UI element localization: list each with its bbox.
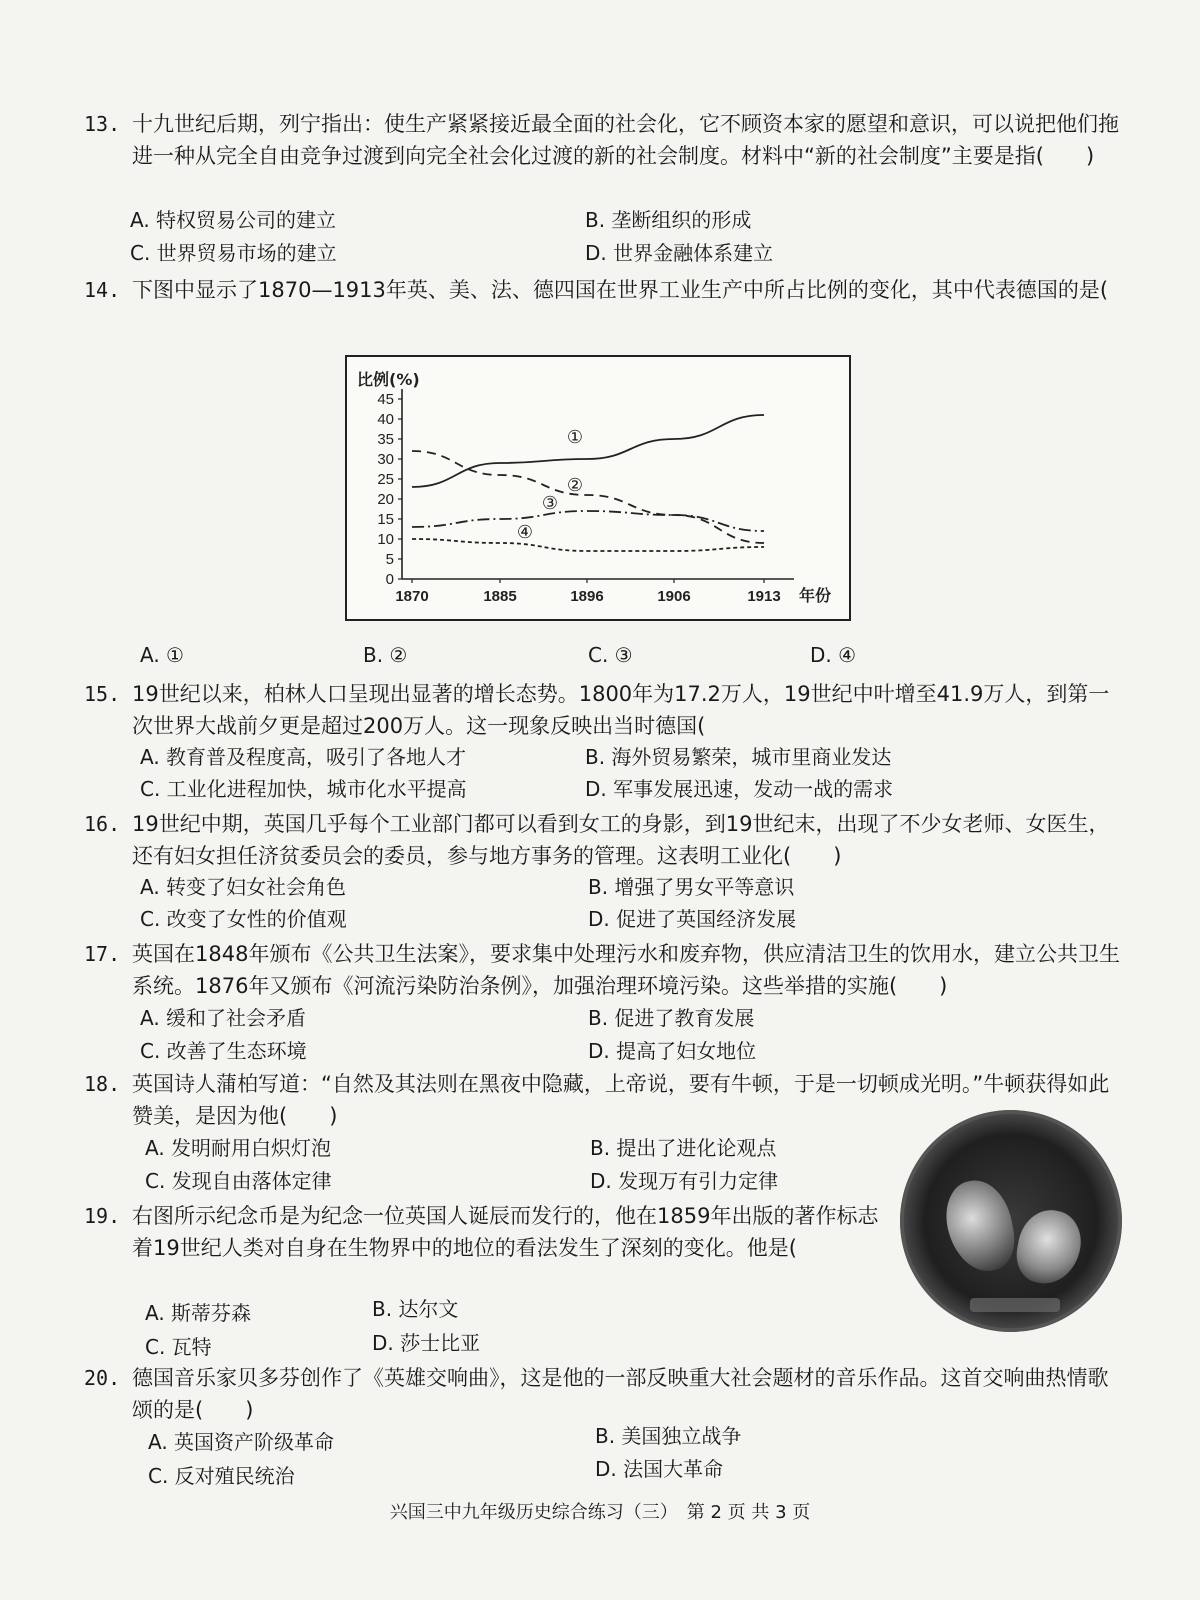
coin-inscription bbox=[970, 1298, 1060, 1312]
option-b[interactable]: B. 促进了教育发展 bbox=[588, 1006, 755, 1030]
option-d[interactable]: D. 世界金融体系建立 bbox=[585, 241, 774, 265]
option-b[interactable]: B. 提出了进化论观点 bbox=[590, 1136, 777, 1160]
option-c[interactable]: C. 发现自由落体定律 bbox=[145, 1169, 332, 1193]
option-c[interactable]: C. 工业化进程加快，城市化水平提高 bbox=[140, 777, 467, 801]
option-b[interactable]: B. 达尔文 bbox=[372, 1297, 459, 1321]
option-c[interactable]: C. 世界贸易市场的建立 bbox=[130, 241, 337, 265]
x-tick-label: 1906 bbox=[657, 588, 691, 605]
option-c[interactable]: C. 改变了女性的价值观 bbox=[140, 907, 347, 931]
question-stem: 英国诗人蒲柏写道：“自然及其法则在黑夜中隐藏，上帝说，要有牛顿，于是一切顿成光明。”牛顿获得如此赞美，是因为他( ) bbox=[132, 1072, 1110, 1128]
question-16 bbox=[84, 808, 1124, 872]
x-axis-label: 年份 bbox=[799, 586, 832, 605]
question-stem: 德国音乐家贝多芬创作了《英雄交响曲》，这是他的一部反映重大社会题材的音乐作品。这首交响曲热情歌颂的是( ) bbox=[132, 1366, 1109, 1422]
option-a[interactable]: A. 斯蒂芬森 bbox=[145, 1301, 252, 1325]
y-tick-label: 25 bbox=[377, 471, 394, 488]
option-a[interactable]: A. 英国资产阶级革命 bbox=[148, 1430, 335, 1454]
industry-share-chart bbox=[347, 357, 849, 619]
option-b[interactable]: B. 海外贸易繁荣，城市里商业发达 bbox=[585, 745, 892, 769]
y-tick-label: 45 bbox=[377, 391, 394, 408]
question-17 bbox=[84, 938, 1124, 1002]
option-a[interactable]: A. 缓和了社会矛盾 bbox=[140, 1006, 307, 1030]
series-line-2 bbox=[412, 451, 764, 543]
x-tick-label: 1870 bbox=[395, 588, 429, 605]
option-c[interactable]: C. 改善了生态环境 bbox=[140, 1039, 307, 1063]
question-number: 14. bbox=[84, 278, 121, 302]
question-number: 18. bbox=[84, 1072, 121, 1096]
option-b[interactable]: B. ② bbox=[363, 643, 408, 667]
x-tick-label: 1896 bbox=[570, 588, 604, 605]
option-a[interactable]: A. 转变了妇女社会角色 bbox=[140, 875, 347, 899]
question-stem: 19世纪以来，柏林人口呈现出显著的增长态势。1800年为17.2万人，19世纪中叶增至41.9万人，到第一次世界大战前夕更是超过200万人。这一现象反映出当时德国( bbox=[132, 682, 1110, 738]
y-axis-label: 比例(%) bbox=[357, 370, 420, 389]
question-number: 19. bbox=[84, 1204, 121, 1228]
option-a[interactable]: A. 教育普及程度高，吸引了各地人才 bbox=[140, 745, 467, 769]
question-20 bbox=[84, 1362, 1124, 1426]
question-15 bbox=[84, 678, 1124, 742]
series-line-4 bbox=[412, 539, 764, 551]
question-stem: 英国在1848年颁布《公共卫生法案》，要求集中处理污水和废弃物，供应清洁卫生的饮用水，建立公共卫生系统。1876年又颁布《河流污染防治条例》，加强治理环境污染。这些举措的实施( ) bbox=[132, 942, 1120, 998]
series-label-2: ② bbox=[566, 475, 584, 496]
option-d[interactable]: D. 提高了妇女地位 bbox=[588, 1039, 757, 1063]
question-14 bbox=[84, 274, 1124, 306]
commemorative-coin-image bbox=[900, 1110, 1122, 1332]
y-tick-label: 35 bbox=[377, 431, 394, 448]
option-c[interactable]: C. 反对殖民统治 bbox=[148, 1464, 295, 1488]
coin-portrait bbox=[939, 1174, 1021, 1277]
series-label-1: ① bbox=[566, 427, 584, 448]
y-tick-label: 30 bbox=[377, 451, 394, 468]
y-tick-label: 0 bbox=[385, 571, 394, 588]
question-stem: 19世纪中期，英国几乎每个工业部门都可以看到女工的身影，到19世纪末，出现了不少女老师、女医生，还有妇女担任济贫委员会的委员，参与地方事务的管理。这表明工业化( ) bbox=[132, 812, 1110, 868]
question-number: 16. bbox=[84, 812, 121, 836]
option-a[interactable]: A. 发明耐用白炽灯泡 bbox=[145, 1136, 332, 1160]
option-d[interactable]: D. 法国大革命 bbox=[595, 1457, 724, 1481]
x-tick-label: 1913 bbox=[747, 588, 781, 605]
series-label-4: ④ bbox=[516, 522, 534, 543]
question-number: 13. bbox=[84, 112, 121, 136]
question-stem: 下图中显示了1870—1913年英、美、法、德四国在世界工业生产中所占比例的变化，其中代表德国的是( bbox=[132, 278, 1109, 302]
option-d[interactable]: D. 莎士比亚 bbox=[372, 1331, 481, 1355]
option-a[interactable]: A. 特权贸易公司的建立 bbox=[130, 208, 337, 232]
question-13 bbox=[84, 108, 1124, 172]
option-c[interactable]: C. ③ bbox=[588, 643, 633, 667]
question-19 bbox=[84, 1200, 884, 1264]
y-tick-label: 10 bbox=[377, 531, 394, 548]
y-tick-label: 15 bbox=[377, 511, 394, 528]
question-stem: 十九世纪后期，列宁指出：使生产紧紧接近最全面的社会化，它不顾资本家的愿望和意识，可以说把他们拖进一种从完全自由竞争过渡到向完全社会化过渡的新的社会制度。材料中“新的社会制度”主要是指( ) bbox=[132, 112, 1119, 168]
coin-portrait bbox=[1012, 1205, 1086, 1289]
y-tick-label: 40 bbox=[377, 411, 394, 428]
question-number: 20. bbox=[84, 1366, 121, 1390]
series-line-3 bbox=[412, 511, 764, 531]
series-label-3: ③ bbox=[541, 493, 559, 514]
question-number: 17. bbox=[84, 942, 121, 966]
option-b[interactable]: B. 增强了男女平等意识 bbox=[588, 875, 795, 899]
chart-frame bbox=[345, 355, 851, 621]
page-footer: 兴国三中九年级历史综合练习（三） 第 2 页 共 3 页 bbox=[389, 1502, 811, 1523]
option-b[interactable]: B. 垄断组织的形成 bbox=[585, 208, 752, 232]
option-c[interactable]: C. 瓦特 bbox=[145, 1335, 212, 1359]
option-d[interactable]: D. 发现万有引力定律 bbox=[590, 1169, 779, 1193]
option-a[interactable]: A. ① bbox=[140, 643, 184, 667]
y-tick-label: 20 bbox=[377, 491, 394, 508]
question-number: 15. bbox=[84, 682, 121, 706]
y-tick-label: 5 bbox=[385, 551, 394, 568]
option-d[interactable]: D. 军事发展迅速，发动一战的需求 bbox=[585, 777, 894, 801]
series-line-1 bbox=[412, 415, 764, 487]
option-b[interactable]: B. 美国独立战争 bbox=[595, 1424, 742, 1448]
question-stem: 右图所示纪念币是为纪念一位英国人诞辰而发行的，他在1859年出版的著作标志着19世纪人类对自身在生物界中的地位的看法发生了深刻的变化。他是( bbox=[132, 1204, 879, 1260]
x-tick-label: 1885 bbox=[483, 588, 517, 605]
option-d[interactable]: D. 促进了英国经济发展 bbox=[588, 907, 797, 931]
option-d[interactable]: D. ④ bbox=[810, 643, 857, 667]
